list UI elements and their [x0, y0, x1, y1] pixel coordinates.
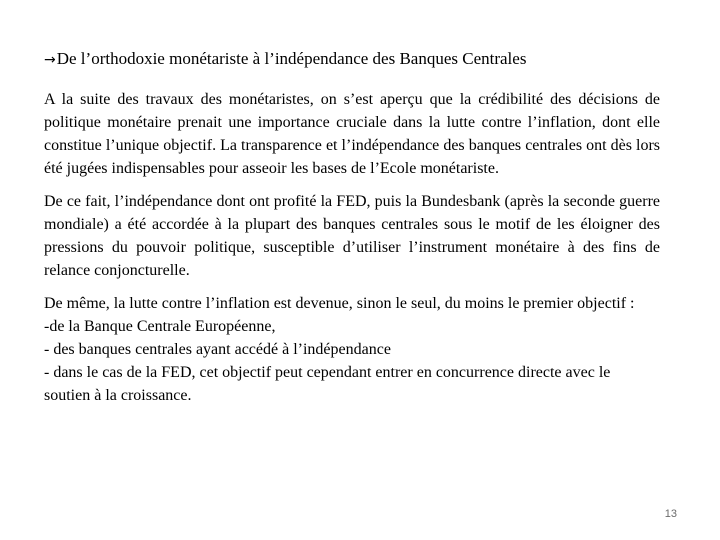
page-number: 13: [664, 508, 677, 520]
inflation-objective-list: [44, 292, 660, 407]
list-item: - dans le cas de la FED, cet objectif peut cependant entrer en concurrence directe avec le soutien à la croissance.: [44, 364, 611, 404]
slide-body: [44, 88, 660, 407]
slide-heading: [44, 48, 526, 71]
list-item: - des banques centrales ayant accédé à l’indépendance: [44, 341, 391, 358]
arrow-right-icon: →: [44, 52, 56, 68]
paragraph-credibility: A la suite des travaux des monétaristes, on s’est aperçu que la crédibilité des décisions de politique monétaire prenait une importance cruciale dans la lutte contre l’inflation, dont elle constitue l’unique objectif. La transparence et l’indépendance des banques centrales ont dès lors été jugées indispensables pour asseoir les bases de l’Ecole monétariste.: [44, 91, 660, 177]
heading-text: De l’orthodoxie monétariste à l’indépendance des Banques Centrales: [56, 49, 527, 68]
list-intro: De même, la lutte contre l’inflation est devenue, sinon le seul, du moins le premier objectif :: [44, 295, 635, 312]
paragraph-independence: De ce fait, l’indépendance dont ont profité la FED, puis la Bundesbank (après la seconde guerre mondiale) a été accordée à la plupart des banques centrales sous le motif de les éloigner des pressions du pouvoir politique, susceptible d’utiliser l’instrument monétaire à des fins de relance conjoncturelle.: [44, 193, 660, 279]
list-item: -de la Banque Centrale Européenne,: [44, 318, 276, 335]
